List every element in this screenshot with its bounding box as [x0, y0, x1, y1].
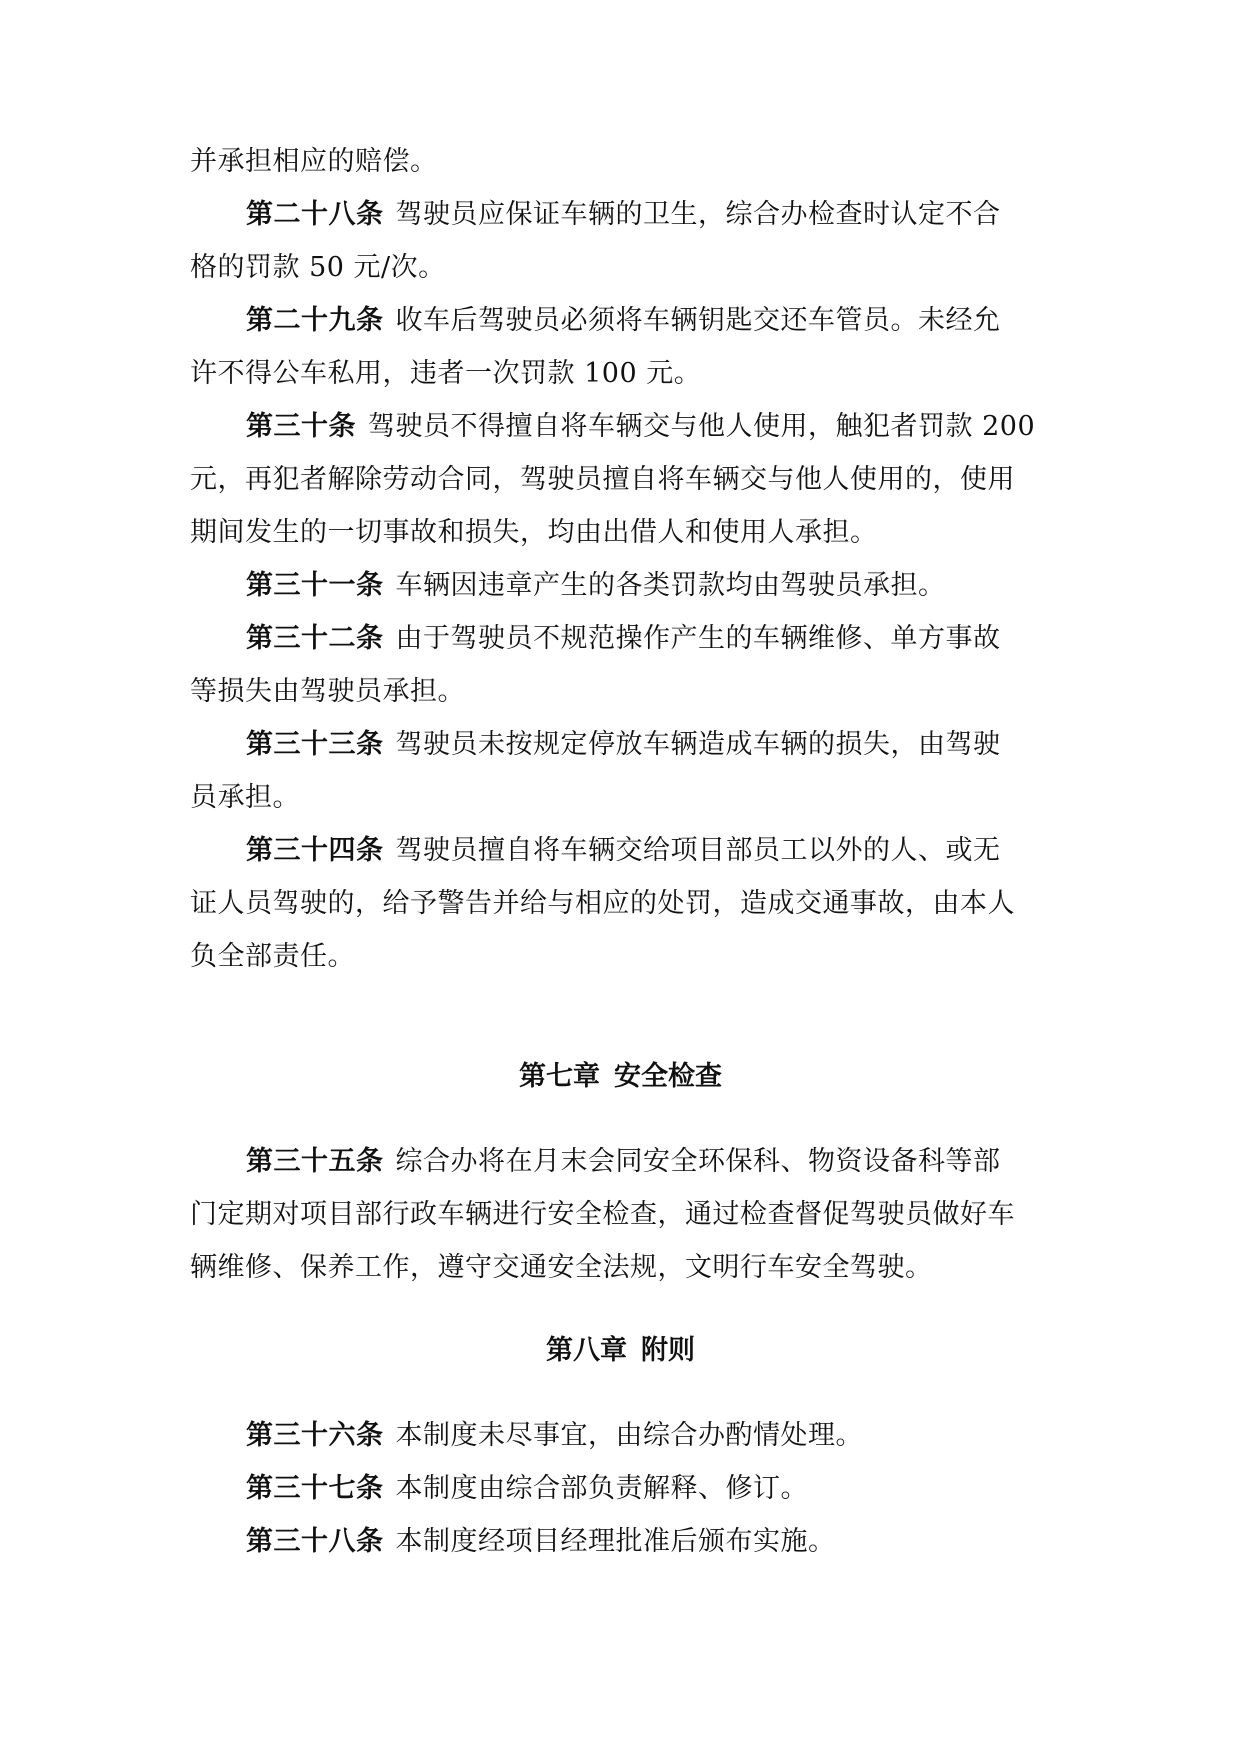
article-35-cont-1: 门定期对项目部行政车辆进行安全检查，通过检查督促驾驶员做好车: [190, 1199, 1015, 1230]
article-text: 车辆因违章产生的各类罚款均由驾驶员承担。: [395, 570, 946, 601]
article-number: 第三十二条: [246, 623, 384, 654]
article-29-cont: 许不得公车私用，违者一次罚款 100 元。: [190, 358, 702, 389]
article-34-cont-1: 证人员驾驶的，给予警告并给与相应的处罚，造成交通事故，由本人: [190, 888, 1015, 919]
chapter-title: 附则: [641, 1335, 695, 1366]
article-number: 第三十六条: [246, 1420, 384, 1451]
article-text: 收车后驾驶员必须将车辆钥匙交还车管员。未经允: [395, 305, 1001, 336]
article-text: 由于驾驶员不规范操作产生的车辆维修、单方事故: [395, 623, 1001, 654]
article-number: 第三十七条: [246, 1473, 384, 1504]
article-text: 本制度经项目经理批准后颁布实施。: [395, 1526, 836, 1557]
article-30: [190, 400, 1052, 453]
article-28: [190, 188, 1052, 241]
chapter-7-heading: [0, 1050, 1241, 1103]
article-number: 第二十八条: [246, 199, 384, 230]
article-number: 第三十三条: [246, 729, 384, 760]
chapter-8-articles: [190, 1409, 1052, 1568]
article-32: [190, 612, 1052, 665]
chapter-8-heading: [0, 1324, 1241, 1377]
article-text: 驾驶员擅自将车辆交给项目部员工以外的人、或无: [395, 835, 1001, 866]
article-29: [190, 294, 1052, 347]
continued-line: 并承担相应的赔偿。: [190, 146, 438, 177]
article-38: [190, 1515, 1052, 1568]
article-number: 第三十四条: [246, 835, 384, 866]
article-35-cont-2: 辆维修、保养工作，遵守交通安全法规，文明行车安全驾驶。: [190, 1252, 933, 1283]
article-33: [190, 718, 1052, 771]
chapter-7-articles: [190, 1135, 1052, 1294]
chapter-number: 第八章: [546, 1335, 627, 1366]
article-33-cont: 员承担。: [190, 782, 300, 813]
article-number: 第三十八条: [246, 1526, 384, 1557]
article-text: 综合办将在月末会同安全环保科、物资设备科等部: [395, 1146, 1001, 1177]
article-text: 本制度由综合部负责解释、修订。: [395, 1473, 808, 1504]
regulation-articles-block: [190, 135, 1052, 983]
article-text: 驾驶员应保证车辆的卫生，综合办检查时认定不合: [395, 199, 1001, 230]
article-37: [190, 1462, 1052, 1515]
article-28-cont: 格的罚款 50 元/次。: [190, 252, 446, 283]
article-34-cont-2: 负全部责任。: [190, 941, 355, 972]
article-31: [190, 559, 1052, 612]
article-number: 第三十五条: [246, 1146, 384, 1177]
article-text: 本制度未尽事宜，由综合办酌情处理。: [395, 1420, 863, 1451]
article-text: 驾驶员不得擅自将车辆交与他人使用，触犯者罚款 200: [368, 411, 1036, 442]
chapter-number: 第七章: [519, 1061, 600, 1092]
article-34: [190, 824, 1052, 877]
article-number: 第二十九条: [246, 305, 384, 336]
article-number: 第三十条: [246, 411, 356, 442]
article-35: [190, 1135, 1052, 1188]
chapter-title: 安全检查: [614, 1061, 722, 1092]
article-32-cont: 等损失由驾驶员承担。: [190, 676, 465, 707]
article-36: [190, 1409, 1052, 1462]
article-number: 第三十一条: [246, 570, 384, 601]
article-30-cont-2: 期间发生的一切事故和损失，均由出借人和使用人承担。: [190, 517, 878, 548]
article-30-cont-1: 元，再犯者解除劳动合同，驾驶员擅自将车辆交与他人使用的，使用: [190, 464, 1015, 495]
article-text: 驾驶员未按规定停放车辆造成车辆的损失，由驾驶: [395, 729, 1001, 760]
